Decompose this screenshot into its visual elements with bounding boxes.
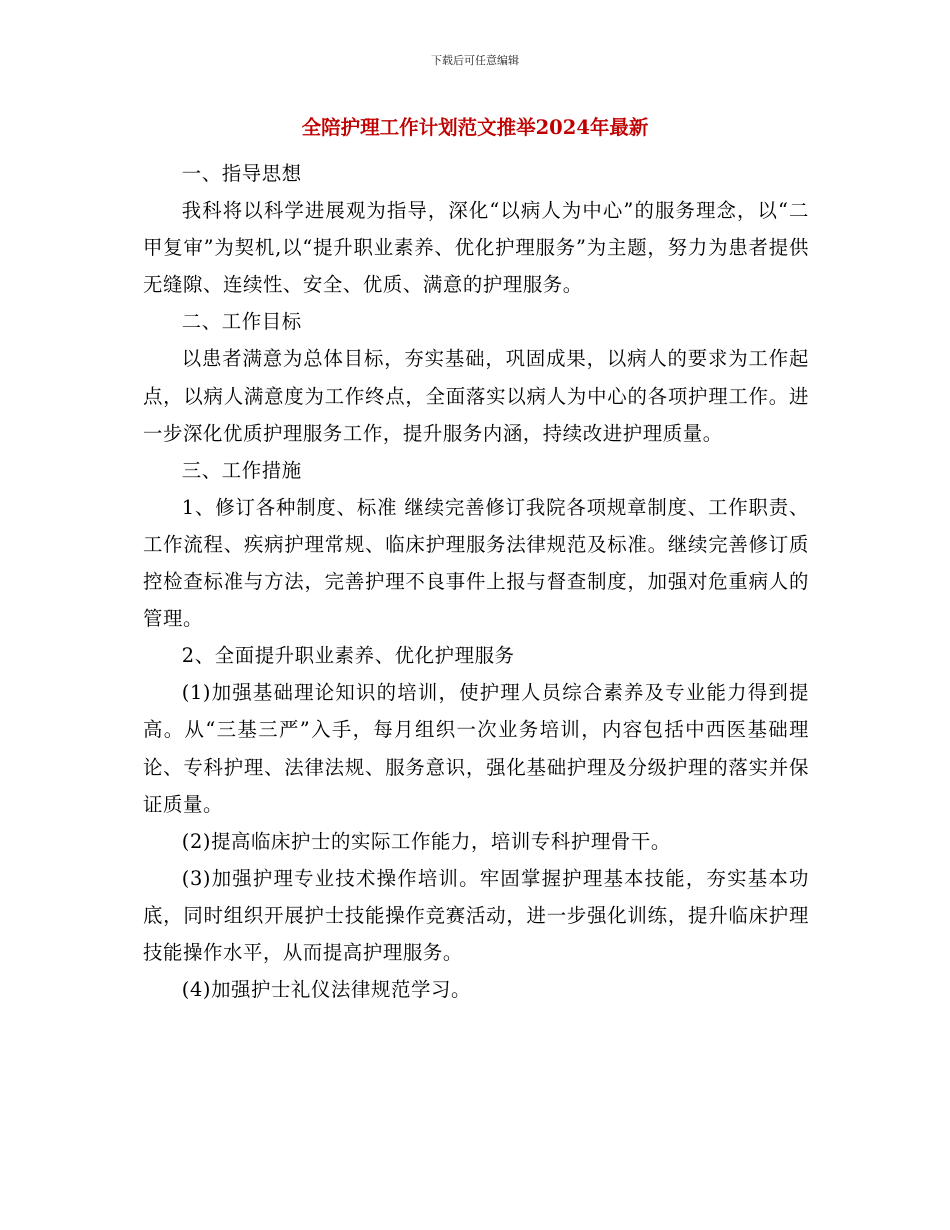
paragraph-item-2: (2)提高临床护士的实际工作能力，培训专科护理骨干。: [181, 829, 671, 853]
paragraph-work-goals: 以患者满意为总体目标，夯实基础，巩固成果，以病人的要求为工作起点，以病人满意度为工作终点，全面落实以病人为中心的各项护理工作。进一步深化优质护理服务工作，提升服务内涵，持续改进护理质量。: [143, 347, 809, 445]
section-heading-work-measures: 三、工作措施: [181, 458, 302, 482]
paragraph-measure-2: 2、全面提升职业素养、优化护理服务: [181, 644, 515, 668]
paragraph-item-4: (4)加强护士礼仪法律规范学习。: [181, 978, 471, 1002]
paragraph-measure-1: 1、修订各种制度、标准 继续完善修订我院各项规章制度、工作职责、工作流程、疾病护理常规、临床护理服务法律规范及标准。继续完善修订质控检查标准与方法，完善护理不良事件上报与督查制度，加强对危重病人的管理。: [143, 495, 809, 631]
section-heading-guiding-thought: 一、指导思想: [181, 162, 302, 185]
document-body: [143, 155, 809, 1008]
paragraph-item-1: (1)加强基础理论知识的培训，使护理人员综合素养及专业能力得到提高。从“三基三严”入手，每月组织一次业务培训，内容包括中西医基础理论、专科护理、法律法规、服务意识，强化基础护理及分级护理的落实并保证质量。: [143, 681, 809, 816]
paragraph-item-3: (3)加强护理专业技术操作培训。牢固掌握护理基本技能，夯实基本功底，同时组织开展护士技能操作竞赛活动，进一步强化训练，提升临床护理技能操作水平，从而提高护理服务。: [143, 866, 809, 964]
header-note: 下载后可任意编辑: [431, 54, 519, 67]
paragraph-guiding-thought: 我科将以科学进展观为指导，深化“以病人为中心”的服务理念，以“二甲复审”为契机,以“提升职业素养、优化护理服务”为主题，努力为患者提供无缝隙、连续性、安全、优质、满意的护理服务。: [143, 199, 809, 297]
document-title: 全陪护理工作计划范文推举2024年最新: [301, 116, 649, 139]
section-heading-work-goals: 二、工作目标: [181, 310, 302, 334]
